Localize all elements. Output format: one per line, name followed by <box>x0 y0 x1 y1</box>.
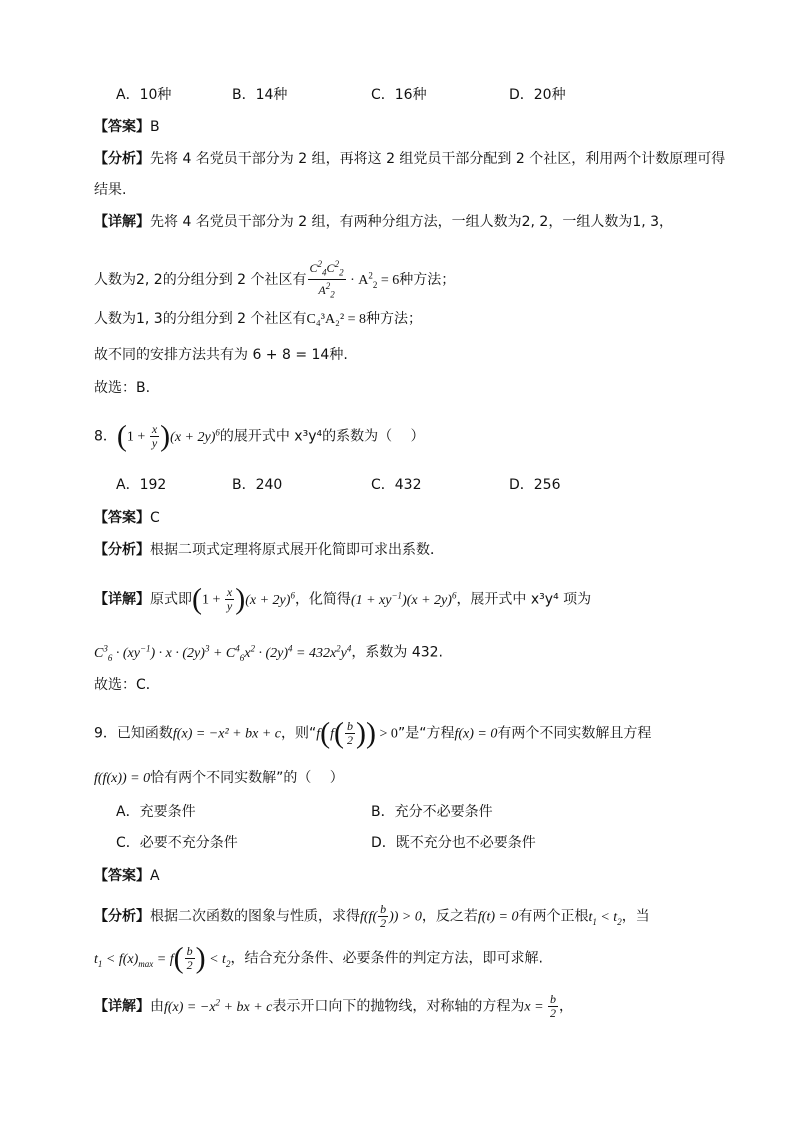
q8-option-c: C．432 <box>371 477 422 493</box>
q7-options <box>0 84 794 104</box>
q8-choice: 故选：C． <box>94 677 160 693</box>
q9-option-b: B．充分不必要条件 <box>371 804 493 820</box>
q8-options <box>0 474 794 494</box>
q8-stem: 8．(1 + $\frac{x}{y}$ )$(x + 2y)^6$的展开式中 x³y⁴的系数为（ ） <box>94 419 425 453</box>
q7-detail-line3: 人数为1, 3的分组分到 2 个社区有C₄³A₂² = 8种方法； <box>94 311 423 327</box>
q9-analysis-line2: $t_1 < f(x)_{max} = f$( $\frac{b}{2}$ ) < $t_2$，结合充分条件、必要条件的判定方法，即可求解. <box>94 941 543 975</box>
q9-detail: 【详解】由$f(x) = -x^2$ + bx + c表示开口向下的抛物线，对称轴的方程为x = $\frac{b}{2}$ ， <box>94 992 574 1021</box>
q9-options-row2 <box>0 832 794 852</box>
q7-option-b: B．14种 <box>232 87 288 103</box>
q7-analysis-cont: 结果. <box>94 182 127 198</box>
q7-answer: 【答案】B <box>94 119 160 135</box>
q9-stem-line2: f(f(x)) = 0恰有两个不同实数解”的（ ） <box>94 770 344 786</box>
q9-analysis: 【分析】根据二次函数的图象与性质，求得f(f( $\frac{b}{2}$ )) > 0，反之若f(t) = 0有两个正根$t_1 < t_2$，当 <box>94 902 650 930</box>
q9-answer: 【答案】A <box>94 868 160 884</box>
q7-detail-line2: 人数为2, 2的分组分到 2 个社区有 $\frac{C^2_4C^2_2}{A^2_2}$ · $A^2_2 = 6$种方法； <box>94 259 456 300</box>
q9-option-c: C．必要不充分条件 <box>116 835 238 851</box>
q8-option-b: B．240 <box>232 477 283 493</box>
q7-option-d: D．20种 <box>509 87 566 103</box>
q9-option-a: A．充要条件 <box>116 804 196 820</box>
q9-options-row1 <box>0 801 794 821</box>
q7-choice: 故选：B. <box>94 380 151 396</box>
q9-option-d: D．既不充分也不必要条件 <box>371 835 536 851</box>
q7-option-c: C．16种 <box>371 87 427 103</box>
combination-fraction: $\frac{C^2_4C^2_2}{A^2_2}$ <box>309 259 344 300</box>
q8-answer: 【答案】C <box>94 510 160 526</box>
q8-detail-line2: $C^3_6 \cdot (xy^{-1}) \cdot x \cdot (2y)^3 + C^4_6x^2 \cdot (2y)^4 = 432x^2y^4$，系数为 432. <box>94 643 444 663</box>
q8-option-d: D．256 <box>509 477 561 493</box>
q7-option-a: A．10种 <box>116 87 172 103</box>
q8-detail: 【详解】原式即(1 + $\frac{x}{y}$ )$(x + 2y)^6$，化简得$(1 + xy^{-1})(x + 2y)^6$，展开式中 x³y⁴ 项为 <box>94 582 592 616</box>
q8-option-a: A．192 <box>116 477 167 493</box>
q9-stem: 9．已知函数f(x) = −x² + bx + c，则“f(f( $\frac{b}{2}$ )) > 0”是“方程f(x) = 0有两个不同实数解且方程 <box>94 716 652 750</box>
q7-detail: 【详解】先将 4 名党员干部分为 2 组，有两种分组方法，一组人数为2, 2，一组人数为1, 3， <box>94 214 674 230</box>
q7-analysis: 【分析】先将 4 名党员干部分为 2 组，再将这 2 组党员干部分配到 2 个社区，利用两个计数原理可得 <box>94 151 726 167</box>
q8-analysis: 【分析】根据二项式定理将原式展开化简即可求出系数． <box>94 542 444 558</box>
q7-detail-line4: 故不同的安排方法共有为 6 + 8 = 14种. <box>94 347 348 363</box>
